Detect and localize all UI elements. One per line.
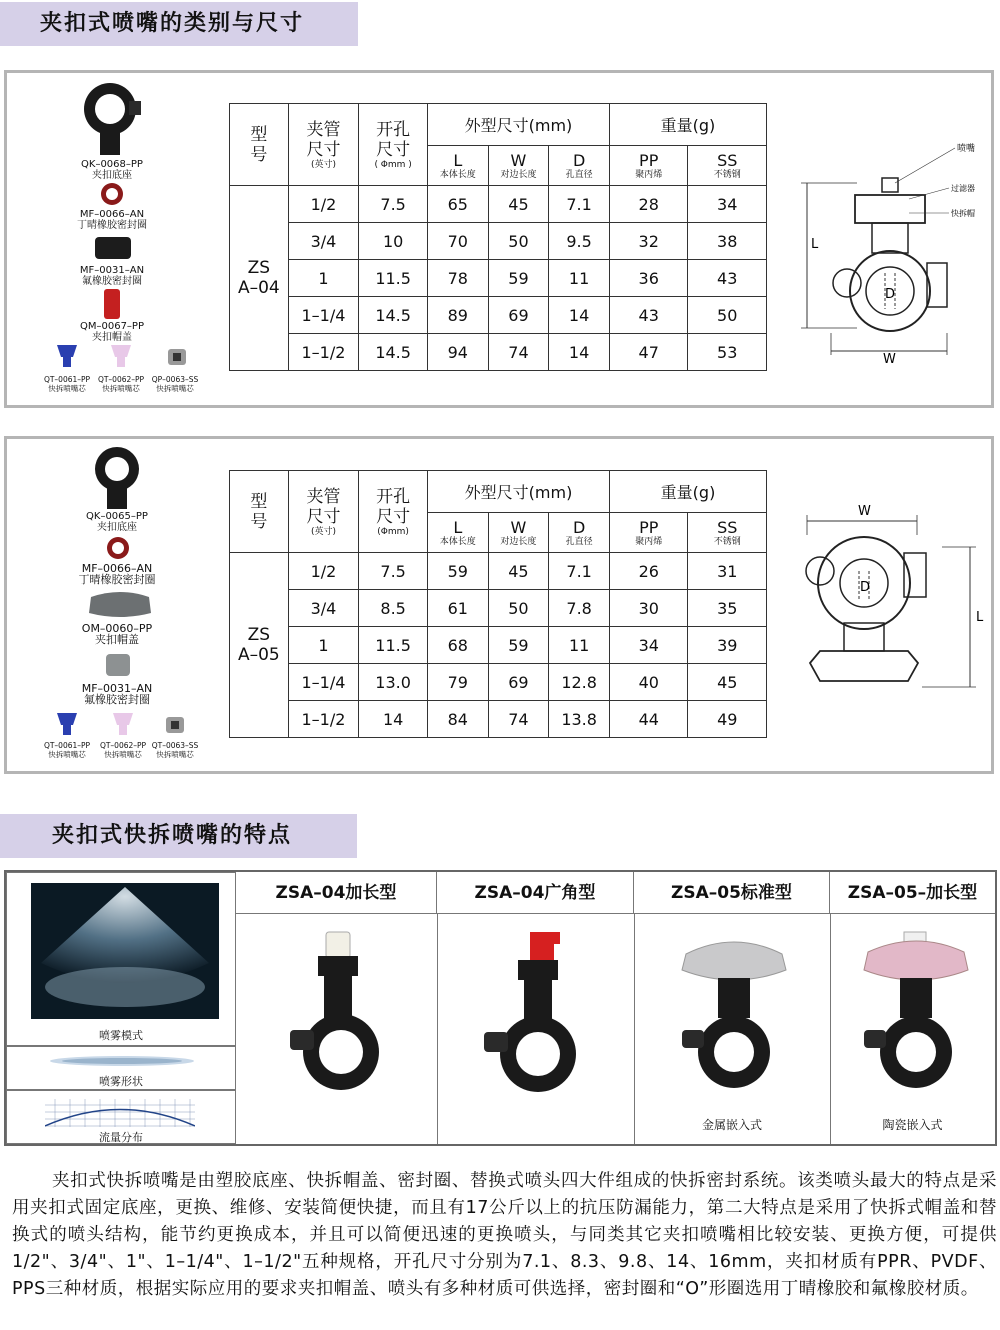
table-cell: 7.8 (549, 590, 610, 627)
table-cell: 84 (427, 701, 488, 738)
dims-header: 外型尺寸(mm) (427, 104, 609, 146)
part-item: MF–0031–AN 氟橡胶密封圈 (81, 682, 153, 706)
table-cell: 11.5 (359, 627, 428, 664)
table-cell: 45 (488, 553, 549, 590)
table-cell: 74 (488, 701, 549, 738)
table-cell: 14 (549, 334, 610, 371)
flow-distribution-cell (6, 1090, 236, 1144)
SS-header: SS 不锈钢 (688, 146, 767, 186)
table-cell: 38 (688, 223, 767, 260)
table-cell: 30 (610, 590, 688, 627)
table-cell: 11 (549, 260, 610, 297)
cap-image (101, 287, 123, 321)
W-label: W (883, 352, 896, 363)
table-cell: 68 (427, 627, 488, 664)
spec-table-zsa04 (229, 103, 767, 371)
table-cell: 13.0 (359, 664, 428, 701)
product-photo-zsa04-long (286, 930, 396, 1100)
seal-ring-image (105, 535, 131, 561)
table-cell: 13.8 (549, 701, 610, 738)
nozzle-label: 喷嘴 (957, 144, 976, 154)
product-caption: 金属嵌入式 (701, 1118, 762, 1132)
W-header: W 对边长度 (488, 513, 549, 553)
table-cell: 89 (427, 297, 488, 334)
tip-label: QT–0061–PP 快拆喷嘴芯 (43, 375, 91, 393)
table-cell: 61 (427, 590, 488, 627)
table-cell: 65 (427, 186, 488, 223)
spray-pattern-cell (6, 872, 236, 1046)
table-cell: 34 (688, 186, 767, 223)
table-cell: 53 (688, 334, 767, 371)
W-header: W 对边长度 (488, 146, 549, 186)
description-paragraph: 夹扣式快拆喷嘴是由塑胶底座、快拆帽盖、密封圈、替换式喷头四大件组成的快拆密封系统。该类喷头最大的特点是采用夹扣式固定底座，更换、维修、安装简便快捷，而且有17公斤以上的抗压防漏能力，第二大特点是采用了快拆式帽盖和替换式的喷头结构，能节约更换成本，并且可以简便迅速的更换喷头，与同类其它夹扣喷嘴相比较安装、更换方便，可提供1/2"、3/4"、1"、1–1/4"、1–1/2"五种规格，开孔尺寸分别为7.1、8.3、9.8、14、16mm，夹扣材质有PPR、PVDF、PPS三种材质，根据实际应用的要求夹扣帽盖、喷头有多种材质可供选择，密封圈和“O”形圈选用丁晴橡胶和氟橡胶材质。 (12, 1171, 997, 1299)
table-cell: 44 (610, 701, 688, 738)
table-cell: 36 (609, 260, 687, 297)
table-cell: 79 (427, 664, 488, 701)
flow-distribution-label: 流量分布 (99, 1131, 143, 1144)
model-cell: ZS A–04 (230, 186, 289, 371)
fluoro-seal-image (103, 651, 133, 681)
PP-header: PP 聚丙烯 (609, 146, 687, 186)
table-cell: 50 (688, 297, 767, 334)
part-item: MF–0031–AN 氟橡胶密封圈 (79, 265, 145, 287)
table-cell: 11.5 (359, 260, 428, 297)
table-cell: 1 (288, 260, 359, 297)
cap-label: 快拆帽 (951, 209, 975, 218)
tip-label: QP–0063–SS 快拆喷嘴芯 (151, 375, 199, 393)
table-cell: 69 (488, 664, 549, 701)
tip-pink-image (109, 343, 133, 369)
table-cell: 45 (688, 664, 767, 701)
table-cell: 1/2 (288, 553, 359, 590)
table-cell: 1–1/4 (288, 297, 359, 334)
spray-pattern-label: 喷雾模式 (99, 1029, 143, 1042)
table-cell: 34 (610, 627, 688, 664)
PP-header: PP 聚丙烯 (610, 513, 688, 553)
product-title: ZSA–05–加长型 (830, 872, 995, 914)
table-cell: 1/2 (288, 186, 359, 223)
pipe-header: 夹管 尺寸 (英寸) (288, 471, 359, 553)
tip-blue-image (55, 711, 79, 737)
table-cell: 7.1 (549, 186, 610, 223)
description-text (12, 1168, 997, 1303)
product-title: ZSA–04加长型 (236, 872, 437, 914)
product-photo-zsa05-long (856, 930, 976, 1094)
table-cell: 31 (688, 553, 767, 590)
table-cell: 39 (688, 627, 767, 664)
table-cell: 59 (427, 553, 488, 590)
hole-header: 开孔 尺寸 ( Φmm ) (359, 104, 428, 186)
table-cell: 3/4 (288, 590, 359, 627)
part-item: QK–0065–PP 夹扣底座 (86, 511, 148, 533)
table-cell: 9.5 (549, 223, 610, 260)
part-item: MF–0066–AN 丁晴橡胶密封圈 (78, 562, 156, 586)
table-cell: 49 (688, 701, 767, 738)
table-cell: 70 (427, 223, 488, 260)
seal-ring-image (99, 181, 125, 207)
table-cell: 47 (609, 334, 687, 371)
spec-panel-zsa04 (4, 70, 994, 408)
product-title: ZSA–04广角型 (437, 872, 634, 914)
SS-header: SS 不锈钢 (688, 513, 767, 553)
table-cell: 3/4 (288, 223, 359, 260)
spray-pattern-photo (31, 883, 219, 1019)
model-header: 型 号 (230, 471, 289, 553)
table-cell: 14.5 (359, 334, 428, 371)
spray-shape-image (47, 1053, 197, 1069)
table-cell: 40 (610, 664, 688, 701)
table-cell: 1–1/4 (288, 664, 359, 701)
part-item: MF–0066–AN 丁晴橡胶密封圈 (77, 209, 147, 231)
tip-label: QT–0062–PP 快拆喷嘴芯 (97, 375, 145, 393)
tip-label: QT–0061–PP 快拆喷嘴芯 (43, 741, 91, 759)
product-caption: 陶瓷嵌入式 (882, 1118, 943, 1132)
table-cell: 43 (609, 297, 687, 334)
dims-header: 外型尺寸(mm) (427, 471, 609, 513)
table-cell: 14 (549, 297, 610, 334)
tip-pink-image (111, 711, 135, 737)
model-cell: ZS A–05 (230, 553, 289, 738)
D-header: D 孔直径 (549, 146, 610, 186)
table-cell: 10 (359, 223, 428, 260)
spray-shape-label: 喷雾形状 (99, 1075, 143, 1088)
table-cell: 7.5 (359, 553, 428, 590)
dimension-diagram-zsa05 (792, 501, 992, 701)
table-cell: 1–1/2 (288, 701, 359, 738)
product-photo-zsa04-wide (480, 928, 590, 1100)
table-cell: 7.5 (359, 186, 428, 223)
features-panel (4, 870, 997, 1146)
table-cell: 94 (427, 334, 488, 371)
table-cell: 43 (688, 260, 767, 297)
table-cell: 26 (610, 553, 688, 590)
part-item: QK–0068–PP 夹扣底座 (81, 159, 143, 181)
table-cell: 7.1 (549, 553, 610, 590)
product-photo-zsa05-standard (674, 934, 794, 1094)
L-header: L 本体长度 (427, 513, 488, 553)
tip-blue-image (55, 343, 79, 369)
part-item: QM–0067–PP 夹扣帽盖 (79, 321, 144, 343)
table-cell: 14 (359, 701, 428, 738)
product-title: ZSA–05标准型 (634, 872, 830, 914)
table-cell: 45 (488, 186, 549, 223)
table-cell: 59 (488, 260, 549, 297)
spec-table-zsa05 (229, 470, 767, 738)
hole-header: 开孔 尺寸 (Φmm) (359, 471, 428, 553)
table-cell: 14.5 (359, 297, 428, 334)
table-cell: 8.5 (359, 590, 428, 627)
D-label: D (885, 287, 896, 302)
table-cell: 74 (488, 334, 549, 371)
L-label: L (976, 610, 984, 625)
table-cell: 1 (288, 627, 359, 664)
table-cell: 12.8 (549, 664, 610, 701)
fluoro-seal-image (93, 233, 133, 263)
tip-label: QT–0062–PP 快拆喷嘴芯 (99, 741, 147, 759)
table-cell: 50 (488, 590, 549, 627)
weight-header: 重量(g) (610, 471, 767, 513)
clamp-base-image (87, 443, 147, 513)
table-cell: 11 (549, 627, 610, 664)
W-label: W (858, 504, 871, 519)
D-label: D (860, 580, 871, 595)
section1-title: 夹扣式喷嘴的类别与尺寸 (0, 2, 358, 46)
table-cell: 69 (488, 297, 549, 334)
table-cell: 1–1/2 (288, 334, 359, 371)
table-cell: 78 (427, 260, 488, 297)
table-cell: 32 (609, 223, 687, 260)
spec-panel-zsa05 (4, 436, 994, 774)
clamp-base-image (75, 79, 145, 159)
weight-header: 重量(g) (609, 104, 766, 146)
L-header: L 本体长度 (427, 146, 488, 186)
dimension-diagram-zsa04 (787, 133, 987, 363)
model-header: 型 号 (230, 104, 289, 186)
tip-steel-image (165, 345, 189, 369)
table-cell: 35 (688, 590, 767, 627)
filter-label: 过滤器 (951, 184, 975, 193)
table-cell: 50 (488, 223, 549, 260)
table-cell: 28 (609, 186, 687, 223)
D-header: D 孔直径 (549, 513, 610, 553)
part-item: OM–0060–PP 夹扣帽盖 (81, 622, 153, 646)
flow-distribution-graph (45, 1099, 195, 1127)
spray-shape-cell (6, 1046, 236, 1090)
cap-image (85, 589, 155, 621)
section2-title: 夹扣式快拆喷嘴的特点 (0, 814, 357, 858)
tip-label: QT–0063–SS 快拆喷嘴芯 (151, 741, 199, 759)
table-cell: 59 (488, 627, 549, 664)
tip-steel-image (163, 713, 187, 737)
pipe-header: 夹管 尺寸 (英寸) (288, 104, 359, 186)
L-label: L (811, 237, 819, 252)
